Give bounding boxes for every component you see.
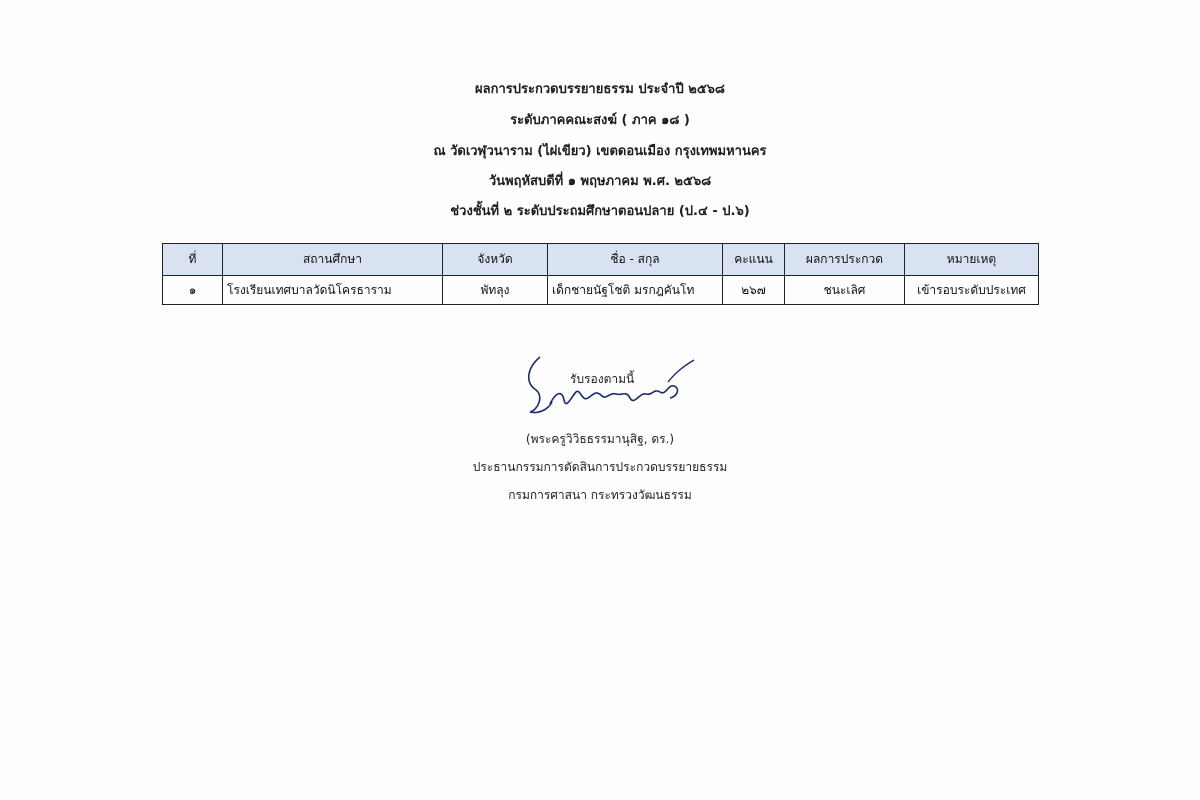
document-date: วันพฤหัสบดีที่ ๑ พฤษภาคม พ.ศ. ๒๕๖๘ [488, 174, 712, 189]
col-header-score: คะแนน [723, 244, 785, 276]
col-header-remark: หมายเหตุ [905, 244, 1039, 276]
document-title: ผลการประกวดบรรยายธรรม ประจำปี ๒๕๖๘ [475, 82, 725, 97]
document-level: ระดับภาคคณะสงฆ์ ( ภาค ๑๘ ) [510, 113, 690, 128]
document-category: ช่วงชั้นที่ ๒ ระดับประถมศึกษาตอนปลาย (ป.๔ - ป.๖) [450, 204, 750, 219]
results-table [162, 243, 1039, 305]
col-header-number: ที่ [163, 244, 223, 276]
col-header-province: จังหวัด [443, 244, 548, 276]
certify-label: รับรองตามนี้ [570, 372, 635, 386]
col-header-name: ชื่อ - สกุล [548, 244, 723, 276]
cell-number: ๑ [163, 276, 223, 305]
cell-name: เด็กชายนัฐโชติ มรกฎคันโท [548, 276, 723, 305]
handwritten-signature [518, 352, 708, 432]
signatory-organization: กรมการศาสนา กระทรวงวัฒนธรรม [508, 488, 692, 502]
signatory-name: (พระครูวิวิธธรรมานุสิฐ, ดร.) [525, 432, 675, 446]
cell-school: โรงเรียนเทศบาลวัดนิโครธาราม [223, 276, 443, 305]
col-header-school: สถานศึกษา [223, 244, 443, 276]
table-row [163, 276, 1039, 305]
cell-score: ๒๖๗ [723, 276, 785, 305]
cell-result: ชนะเลิศ [785, 276, 905, 305]
signatory-position: ประธานกรรมการตัดสินการประกวดบรรยายธรรม [472, 460, 728, 474]
table-header-row [163, 244, 1039, 276]
cell-province: พัทลุง [443, 276, 548, 305]
cell-remark: เข้ารอบระดับประเทศ [905, 276, 1039, 305]
document-venue: ณ วัดเวฬุวนาราม (ไผ่เขียว) เขตดอนเมือง กรุงเทพมหานคร [433, 144, 767, 159]
col-header-result: ผลการประกวด [785, 244, 905, 276]
